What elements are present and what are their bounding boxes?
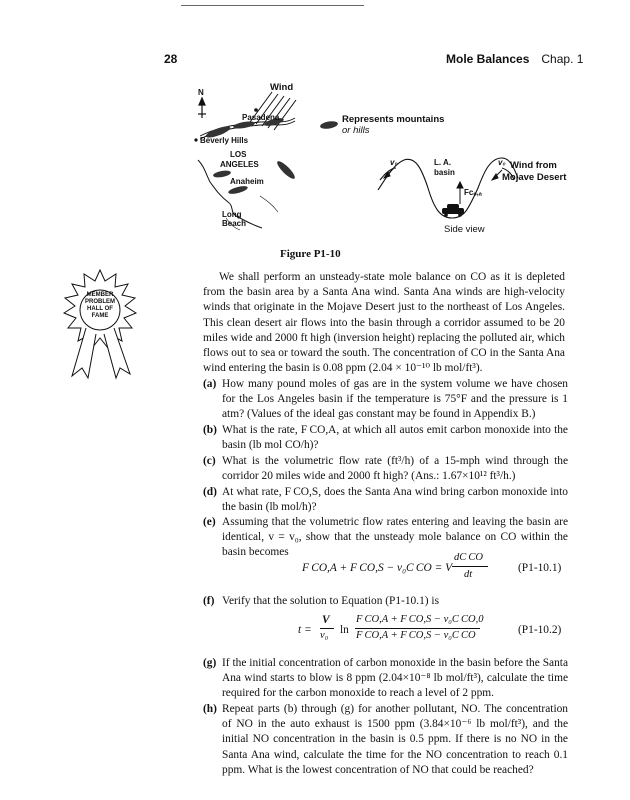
eq1-lhs: F CO,A + F CO,S − v₀C CO = V: [302, 562, 453, 574]
angeles-label: ANGELES: [220, 160, 259, 169]
figure-p1-10: [190, 78, 580, 243]
beach-label: Beach: [222, 219, 247, 228]
page-number: 28: [164, 52, 178, 66]
badge-line-4: FAME: [91, 313, 109, 319]
eq2-v-num: V: [322, 614, 330, 626]
eq2-fraction-bar: [355, 628, 480, 629]
los-label: LOS: [230, 150, 247, 159]
eq2-ln: ln: [340, 624, 349, 636]
problem-part-a: [203, 377, 568, 423]
part-text: At what rate, F CO,S, does the Santa Ana wind bring carbon monoxide into the basin (lb mol/h)?: [222, 486, 568, 514]
badge-line-1: MEMBER: [86, 292, 114, 298]
legend-line-2: or hills: [342, 125, 370, 136]
problem-part-g: [203, 656, 568, 702]
eq2-tag: (P1-10.2): [518, 624, 562, 636]
running-header: [446, 52, 583, 66]
eq2-v-den: v₀: [320, 630, 329, 641]
part-text: Assuming that the volumetric flow rates entering and leaving the basin are identical, v = v₀, show that the unsteady mole balance on CO within the basin becomes: [222, 516, 568, 559]
chapter-label: Chap. 1: [541, 52, 584, 66]
badge-text: [80, 292, 120, 320]
part-label: (d): [203, 486, 217, 498]
long-label: Long: [222, 210, 242, 219]
basin-label: basin: [434, 168, 455, 177]
ribbon-icon: [58, 268, 142, 380]
part-text: How many pound moles of gas are in the system volume we have chosen for the Los Angeles basin if the temperature is 75°F and the pressure is 1 atm? (Values of the ideal gas constant may be found in Appendix B.): [222, 378, 568, 421]
problem-part-d: [203, 485, 568, 515]
part-text: Repeat parts (b) through (g) for another pollutant, NO. The concentration of NO in the auto exhaust is 1500 ppm (3.84×10⁻⁶ lb mol/ft³), and the initial NO concentration in the basin is 0.5 ppm. If there is no NO in the Santa Ana wind, calculate the time for the NO concentration to reach 0.1 ppm. What is the lowest concentration of NO that could be reached?: [222, 703, 568, 776]
mojave-label: Mojave Desert: [502, 172, 567, 183]
section-title: Mole Balances: [446, 52, 530, 66]
pasadena-label: Pasadena: [242, 113, 280, 122]
north-arrow-icon: [198, 98, 206, 118]
badge-line-2: PROBLEM: [85, 299, 115, 305]
wind-from-label: Wind from: [510, 160, 557, 171]
anaheim-label: Anaheim: [230, 177, 264, 186]
pasadena-dot: [254, 108, 258, 112]
la-label: L. A.: [434, 158, 452, 167]
eq1-tag: (P1-10.1): [518, 562, 562, 574]
part-label: (g): [203, 657, 217, 669]
problem-part-h: [203, 702, 568, 778]
v0-right-label: v₀: [498, 158, 506, 167]
part-text: If the initial concentration of carbon monoxide in the basin before the Santa Ana wind starts to blow is 8 ppm (2.04×10⁻⁸ lb mol/ft³), calculate the time required for the carbon monoxide to reach a level of 2 ppm.: [222, 657, 568, 700]
legend-line-1: Represents mountains: [342, 114, 445, 125]
top-rule: [181, 5, 364, 6]
part-text: What is the rate, F CO,A, at which all autos emit carbon monoxide into the basin (lb mol CO/h)?: [222, 424, 568, 452]
eq2-denominator: F CO,A + F CO,S − v₀C CO: [356, 630, 476, 641]
eq2-v-bar: [320, 628, 334, 629]
figure-caption: Figure P1-10: [280, 248, 341, 260]
problem-part-e: [203, 515, 568, 561]
problem-part-f: [203, 594, 568, 609]
v0-left-label: v₀: [390, 158, 398, 167]
part-label: (f): [203, 595, 215, 607]
part-label: (e): [203, 516, 216, 528]
intro-paragraph: We shall perform an unsteady-state mole balance on CO as it is depleted from the basin area by a Santa Ana wind. Santa Ana winds are high-velocity winds that originate in the Mojave Desert just to the northeast of Los Angeles. This clean desert air flows into the basin through a corridor assumed to be 20 miles wide and 2000 ft high (inversion height) replacing the polluted air, which flows out to sea or toward the south. The concentration of CO in the Santa Ana wind entering the basin is 0.08 ppm (2.04 × 10⁻¹⁰ lb mol/ft³).: [203, 271, 565, 375]
beverly-hills-label: Beverly Hills: [200, 136, 249, 145]
part-label: (a): [203, 378, 217, 390]
eq1-numerator: dC CO: [454, 552, 483, 563]
side-view-label: Side view: [444, 224, 485, 235]
fco-label: Fᴄₒ,ₐ: [464, 188, 482, 197]
part-text: Verify that the solution to Equation (P1-10.1) is: [222, 595, 440, 607]
part-label: (c): [203, 455, 216, 467]
north-label: N: [198, 88, 204, 97]
wind-label: Wind: [270, 82, 294, 93]
problem-part-c: [203, 454, 568, 484]
eq2-t: t =: [298, 624, 312, 636]
eq1-denominator: dt: [464, 569, 473, 580]
beverly-hills-dot: [194, 138, 197, 141]
eq2-numerator: F CO,A + F CO,S − v₀C CO,0: [356, 614, 484, 625]
part-label: (b): [203, 424, 217, 436]
legend-mountain-icon: [320, 120, 339, 130]
eq1-fraction-bar: [452, 566, 488, 567]
badge-line-3: HALL OF: [87, 306, 113, 312]
problem-hall-of-fame-badge: [58, 268, 142, 380]
car-icon: [442, 204, 464, 217]
part-text: What is the volumetric flow rate (ft³/h) of a 15-mph wind through the corridor 20 miles wide and 2000 ft high? (Ans.: 1.67×10¹² ft³/h.): [222, 455, 568, 483]
part-label: (h): [203, 703, 217, 715]
problem-part-b: [203, 423, 568, 453]
